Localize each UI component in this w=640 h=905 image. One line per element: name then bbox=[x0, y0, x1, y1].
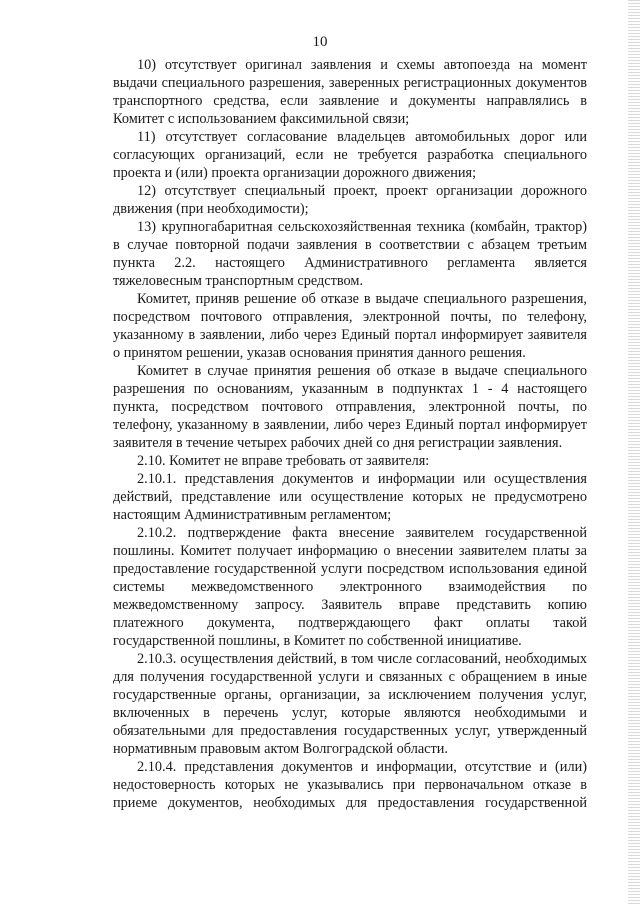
paragraph-2-10-4: 2.10.4. представления документов и информации, отсутствие и (или) недостоверность которых не указывались при первоначальном отказе в приеме документов, необходимых для предоставления государственной bbox=[113, 759, 587, 811]
paragraph-item-10: 10) отсутствует оригинал заявления и схемы автопоезда на момент выдачи специального разрешения, заверенных регистрационных документов транспортного средства, если заявление и документы направлялись в Комитет с использованием факсимильной связи; bbox=[113, 57, 587, 127]
section-heading-2-10: 2.10. Комитет не вправе требовать от заявителя: bbox=[137, 453, 430, 469]
paragraph-2-10-1: 2.10.1. представления документов и информации или осуществления действий, представление или осуществление которых не предусмотрено настоящим Административным регламентом; bbox=[113, 471, 587, 523]
paragraph-refusal-grounds: Комитет в случае принятия решения об отказе в выдаче специального разрешения по основаниям, указанным в подпунктах 1 - 4 настоящего пункта, посредством почтового отправления, электронной почты, по телефону, указанному в заявлении, либо через Единый портал информирует заявителя в течение четырех рабочих дней со дня регистрации заявления. bbox=[113, 363, 587, 451]
paragraph-item-11: 11) отсутствует согласование владельцев автомобильных дорог или согласующих организаций, если не требуется разработка специального проекта и (или) проекта организации дорожного движения; bbox=[113, 129, 587, 181]
page-number: 10 bbox=[312, 34, 328, 50]
document-body bbox=[113, 56, 587, 812]
paragraph-2-10-3: 2.10.3. осуществления действий, в том числе согласований, необходимых для получения государственной услуги и связанных с обращением в иные государственные органы, организации, за исключением получения услуг, включенных в перечень услуг, которые являются необходимыми и обязательными для предоставления государственных услуг, утвержденный нормативным правовым актом Волгоградской области. bbox=[113, 651, 587, 757]
paragraph-refusal-notice: Комитет, приняв решение об отказе в выдаче специального разрешения, посредством почтового отправления, электронной почты, по телефону, указанному в заявлении, либо через Единый портал информирует заявителя о принятом решении, указав основания принятия данного решения. bbox=[113, 291, 587, 361]
paragraph-item-12: 12) отсутствует специальный проект, проект организации дорожного движения (при необходимости); bbox=[113, 183, 587, 217]
scan-edge-decoration bbox=[628, 0, 640, 905]
paragraph-2-10-2: 2.10.2. подтверждение факта внесение заявителем государственной пошлины. Комитет получает информацию о внесении заявителем платы за предоставление государственной услуги посредством использования единой системы межведомственного электронного взаимодействия по межведомственному запросу. Заявитель вправе представить копию платежного документа, подтверждающего факт оплаты такой государственной пошлины, в Комитет по собственной инициативе. bbox=[113, 525, 587, 649]
paragraph-item-13: 13) крупногабаритная сельскохозяйственная техника (комбайн, трактор) в случае повторной подачи заявления в соответствии с абзацем третьим пункта 2.2. настоящего Административного регламента является тяжеловесным транспортным средством. bbox=[113, 219, 587, 289]
